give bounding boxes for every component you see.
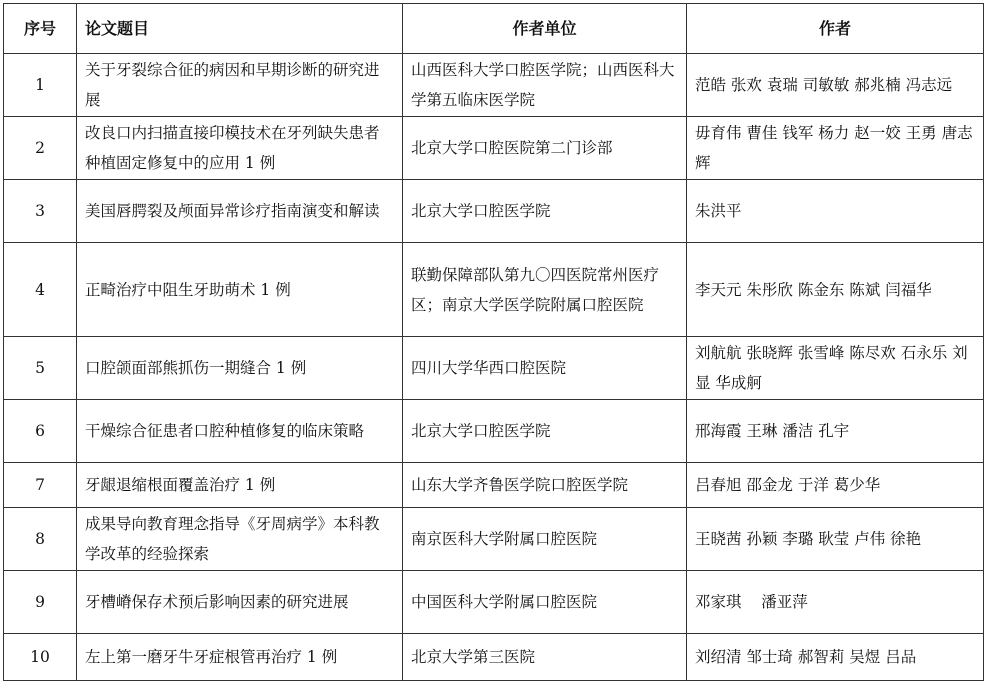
row-title: 口腔颌面部熊抓伤一期缝合 1 例 xyxy=(77,337,403,400)
row-title: 成果导向教育理念指导《牙周病学》本科教学改革的经验探索 xyxy=(77,508,403,571)
row-org: 北京大学口腔医学院 xyxy=(403,180,687,243)
row-index: 1 xyxy=(4,54,77,117)
row-authors-text: 刘航航 张晓辉 张雪峰 陈尽欢 石永乐 刘显 华成舸 xyxy=(695,344,968,392)
row-org: 四川大学华西口腔医院 xyxy=(403,337,687,400)
row-index: 7 xyxy=(4,463,77,508)
row-index: 9 xyxy=(4,571,77,634)
header-org: 作者单位 xyxy=(403,4,687,54)
table-row xyxy=(4,54,984,117)
row-index: 3 xyxy=(4,180,77,243)
row-authors: 吕春旭 邵金龙 于洋 葛少华 xyxy=(687,463,984,508)
papers-table xyxy=(3,3,984,681)
table-row xyxy=(4,463,984,508)
header-index: 序号 xyxy=(4,4,77,54)
row-authors xyxy=(687,54,984,117)
row-authors: 朱洪平 xyxy=(687,180,984,243)
row-org: 中国医科大学附属口腔医院 xyxy=(403,571,687,634)
row-authors-text: 毋育伟 曹佳 钱军 杨力 赵一姣 王勇 唐志辉 xyxy=(695,124,973,172)
row-index: 10 xyxy=(4,634,77,681)
row-index: 6 xyxy=(4,400,77,463)
row-title: 干燥综合征患者口腔种植修复的临床策略 xyxy=(77,400,403,463)
row-title: 牙龈退缩根面覆盖治疗 1 例 xyxy=(77,463,403,508)
row-index: 5 xyxy=(4,337,77,400)
table-row xyxy=(4,180,984,243)
header-authors: 作者 xyxy=(687,4,984,54)
row-title: 改良口内扫描直接印模技术在牙列缺失患者种植固定修复中的应用 1 例 xyxy=(77,117,403,180)
row-authors xyxy=(687,117,984,180)
row-authors xyxy=(687,243,984,337)
row-title: 牙槽嵴保存术预后影响因素的研究进展 xyxy=(77,571,403,634)
table-row xyxy=(4,337,984,400)
row-authors-text: 李天元 朱彤欣 陈金东 陈斌 闫福华 xyxy=(695,280,932,299)
row-org: 联勤保障部队第九〇四医院常州医疗区；南京大学医学院附属口腔医院 xyxy=(403,243,687,337)
row-org: 南京医科大学附属口腔医院 xyxy=(403,508,687,571)
row-org: 北京大学第三医院 xyxy=(403,634,687,681)
table-row xyxy=(4,634,984,681)
row-authors-text: 范皓 张欢 袁瑞 司敏敏 郝兆楠 冯志远 xyxy=(695,76,953,94)
row-org: 山东大学齐鲁医学院口腔医学院 xyxy=(403,463,687,508)
row-authors-text: 王晓茜 孙颖 李璐 耿莹 卢伟 徐艳 xyxy=(695,530,922,548)
table-row xyxy=(4,508,984,571)
row-authors xyxy=(687,337,984,400)
row-authors: 刘绍清 邹士琦 郝智莉 吴煜 吕品 xyxy=(687,634,984,681)
row-index: 4 xyxy=(4,243,77,337)
row-authors: 邢海霞 王琳 潘洁 孔宇 xyxy=(687,400,984,463)
table-row xyxy=(4,400,984,463)
table-row xyxy=(4,571,984,634)
row-index: 8 xyxy=(4,508,77,571)
table-row xyxy=(4,117,984,180)
header-title: 论文题目 xyxy=(77,4,403,54)
row-title: 美国唇腭裂及颅面异常诊疗指南演变和解读 xyxy=(77,180,403,243)
row-title: 左上第一磨牙牛牙症根管再治疗 1 例 xyxy=(77,634,403,681)
table-row xyxy=(4,243,984,337)
header-row xyxy=(4,4,984,54)
row-title: 关于牙裂综合征的病因和早期诊断的研究进展 xyxy=(77,54,403,117)
row-authors xyxy=(687,508,984,571)
row-title: 正畸治疗中阻生牙助萌术 1 例 xyxy=(77,243,403,337)
row-org: 北京大学口腔医学院 xyxy=(403,400,687,463)
row-authors: 邓家琪 潘亚萍 xyxy=(687,571,984,634)
row-org: 北京大学口腔医院第二门诊部 xyxy=(403,117,687,180)
row-index: 2 xyxy=(4,117,77,180)
row-org: 山西医科大学口腔医学院；山西医科大学第五临床医学院 xyxy=(403,54,687,117)
